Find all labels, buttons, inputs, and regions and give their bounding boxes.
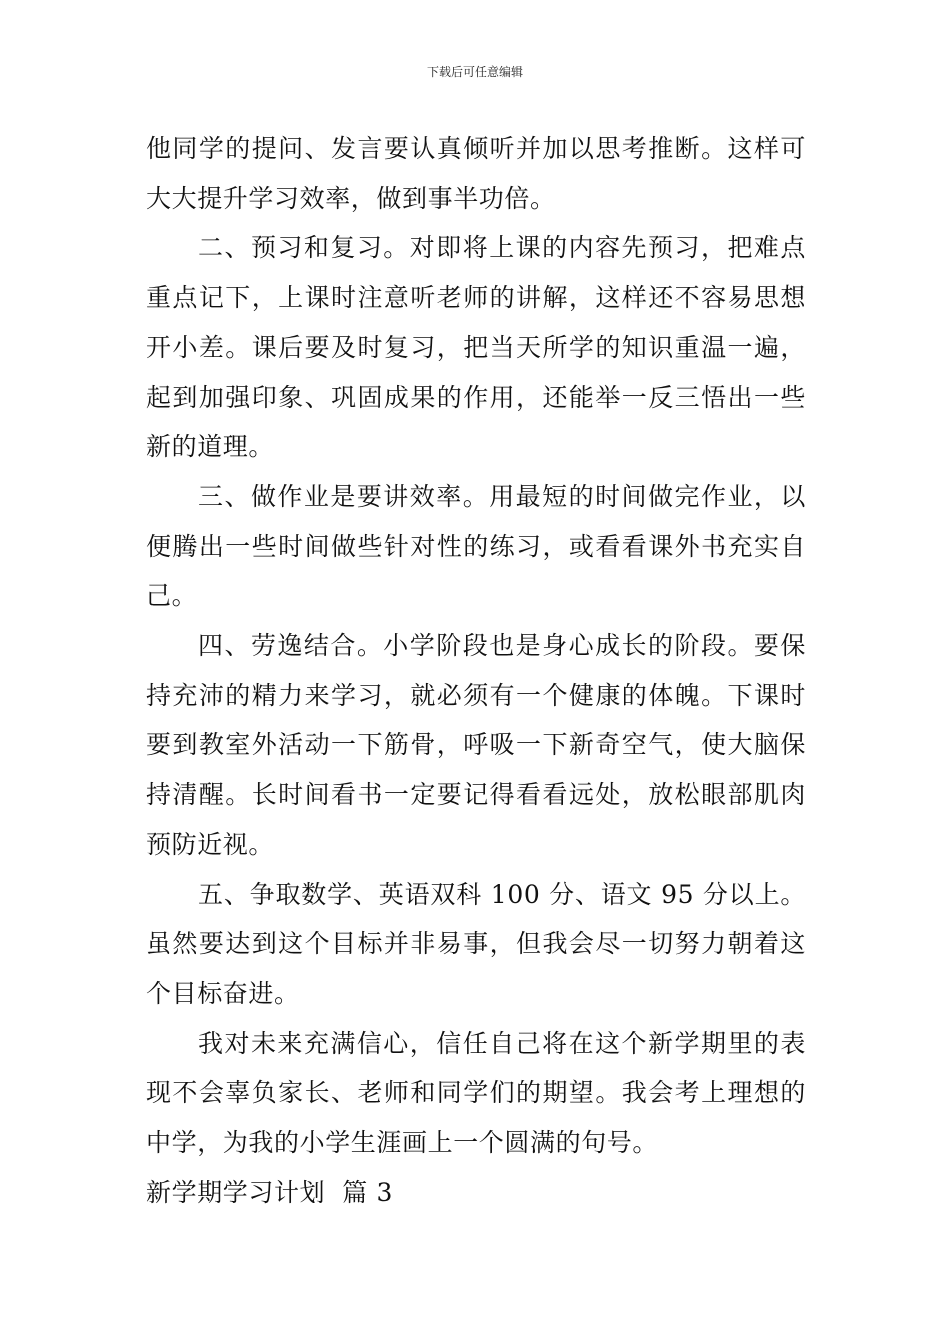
paragraph-continuation: 他同学的提问、发言要认真倾听并加以思考推断。这样可大大提升学习效率，做到事半功倍。 <box>146 134 806 213</box>
section-heading: 新学期学习计划 篇 3 <box>146 1177 393 1207</box>
download-note: 下载后可任意编辑 <box>426 65 523 79</box>
paragraph-homework-efficiency: 三、做作业是要讲效率。用最短的时间做完作业，以便腾出一些时间做些针对性的练习，或看看课外书充实自己。 <box>146 481 806 611</box>
paragraph-preview-review: 二、预习和复习。对即将上课的内容先预习，把难点重点记下，上课时注意听老师的讲解，这样还不容易思想开小差。课后要及时复习，把当天所学的知识重温一遍，起到加强印象、巩固成果的作用，还能举一反三悟出一些新的道理。 <box>146 233 806 462</box>
paragraph-work-rest-balance: 四、劳逸结合。小学阶段也是身心成长的阶段。要保持充沛的精力来学习，就必须有一个健康的体魄。下课时要到教室外活动一下筋骨，呼吸一下新奇空气，使大脑保持清醒。长时间看书一定要记得看看远处，放松眼部肌肉预防近视。 <box>146 631 806 859</box>
document-body <box>146 124 806 1217</box>
paragraph-confidence: 我对未来充满信心，信任自己将在这个新学期里的表现不会辜负家长、老师和同学们的期望。我会考上理想的中学，为我的小学生涯画上一个圆满的句号。 <box>146 1028 806 1158</box>
paragraph-score-goals: 五、争取数学、英语双科 100 分、语文 95 分以上。虽然要达到这个目标并非易事，但我会尽一切努力朝着这个目标奋进。 <box>146 879 806 1008</box>
